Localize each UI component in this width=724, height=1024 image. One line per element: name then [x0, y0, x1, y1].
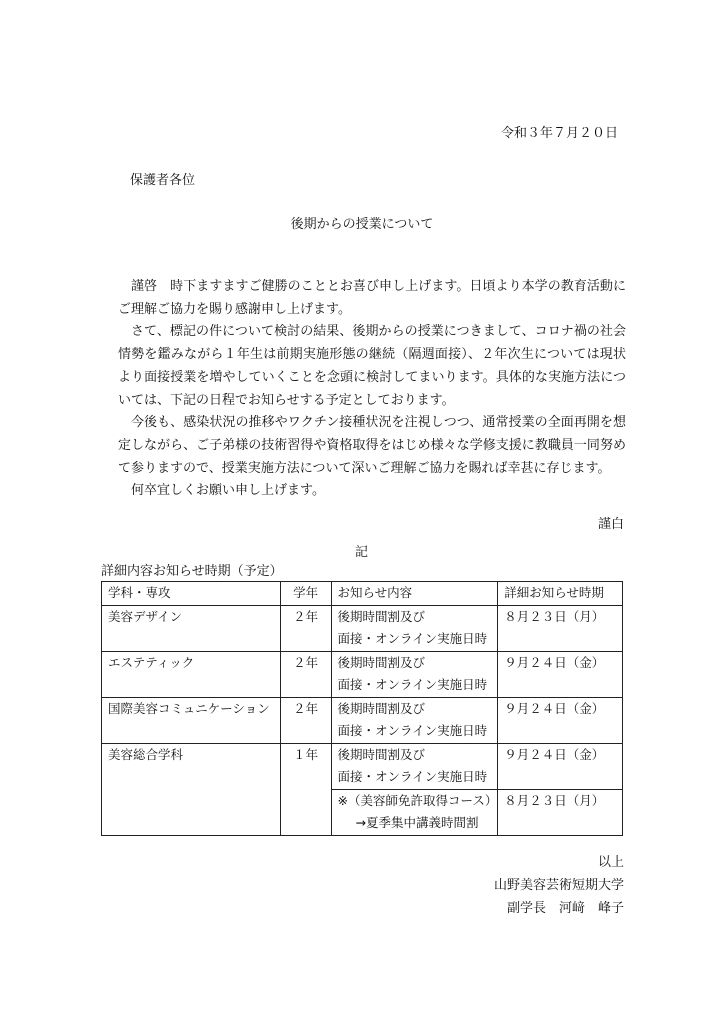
row-dept: エステティック	[102, 651, 281, 697]
header-date: 詳細お知らせ時期	[498, 582, 623, 606]
row-year: ２年	[280, 651, 331, 697]
schedule-table	[101, 581, 623, 836]
row-date: ９月２４日（金）	[498, 651, 623, 697]
row-date: ９月２４日（金）	[498, 743, 623, 789]
table-row	[102, 651, 623, 697]
content-line-2: 面接・オンライン実施日時	[337, 631, 488, 646]
content-line-2: 面接・オンライン実施日時	[337, 769, 488, 784]
end-mark: 以上	[597, 855, 624, 870]
note-line-2: →夏季集中講義時間割	[355, 815, 479, 830]
content-line-1: 後期時間割及び	[337, 608, 426, 624]
table-row	[102, 697, 623, 743]
document-date: 令和３年７月２０日	[500, 126, 618, 141]
institution-name: 山野美容芸術短期大学	[493, 878, 624, 893]
row-content	[331, 697, 498, 743]
note-content	[331, 789, 498, 835]
row-content	[331, 605, 498, 651]
content-line-1: 後期時間割及び	[337, 746, 426, 762]
addressee: 保護者各位	[130, 173, 196, 188]
content-line-2: 面接・オンライン実施日時	[337, 677, 488, 692]
table-header-row	[102, 582, 623, 606]
header-year: 学年	[280, 582, 331, 606]
content-line-1: 後期時間割及び	[337, 700, 426, 716]
closing-phrase: 謹白	[597, 517, 624, 532]
table-title: 詳細内容お知らせ時期（予定）	[101, 564, 283, 579]
note-line-1: ※（美容師免許取得コース）	[337, 792, 498, 808]
row-content	[331, 651, 498, 697]
row-dept: 美容総合学科	[102, 743, 281, 835]
content-line-1: 後期時間割及び	[337, 654, 426, 670]
paragraph-outlook: 今後も、感染状況の推移やワクチン接種状況を注視しつつ、通常授業の全面再開を想定しながら、ご子弟様の技術習得や資格取得をはじめ様々な学修支援に教職員一同努めて参りますので、授業実施方法について深いご理解ご協力を賜れば幸甚に存じます。	[118, 415, 626, 476]
row-dept: 国際美容コミュニケーション	[102, 697, 281, 743]
row-dept: 美容デザイン	[102, 605, 281, 651]
header-dept: 学科・専攻	[102, 582, 281, 606]
document-subject: 後期からの授業について	[290, 217, 434, 232]
row-date: ９月２４日（金）	[498, 697, 623, 743]
note-date: ８月２３日（月）	[498, 789, 623, 835]
table-row	[102, 605, 623, 651]
paragraph-plan: さて、標記の件について検討の結果、後期からの授業につきまして、コロナ禍の社会情勢を鑑みながら１年生は前期実施形態の継続（隔週面接）、２年次生については現状より面接授業を増やしていくことを念頭に検討してまいります。具体的な実施方法については、下記の日程でお知らせする予定としております。	[118, 324, 626, 408]
header-content: お知らせ内容	[331, 582, 498, 606]
row-content	[331, 743, 498, 789]
paragraph-request: 何卒宜しくお願い申し上げます。	[131, 483, 325, 499]
content-line-2: 面接・オンライン実施日時	[337, 723, 488, 738]
table-row	[102, 743, 623, 789]
paragraph-greeting: 謹啓 時下ますますご健勝のこととお喜び申し上げます。日頃より本学の教育活動にご理解ご協力を賜り感謝申し上げます。	[118, 279, 626, 317]
signer-name: 副学長 河﨑 峰子	[506, 901, 624, 916]
ki-heading: 記	[355, 545, 369, 560]
letter-body	[118, 276, 626, 503]
row-year: ２年	[280, 697, 331, 743]
row-date: ８月２３日（月）	[498, 605, 623, 651]
row-year: ２年	[280, 605, 331, 651]
row-year: １年	[280, 743, 331, 835]
